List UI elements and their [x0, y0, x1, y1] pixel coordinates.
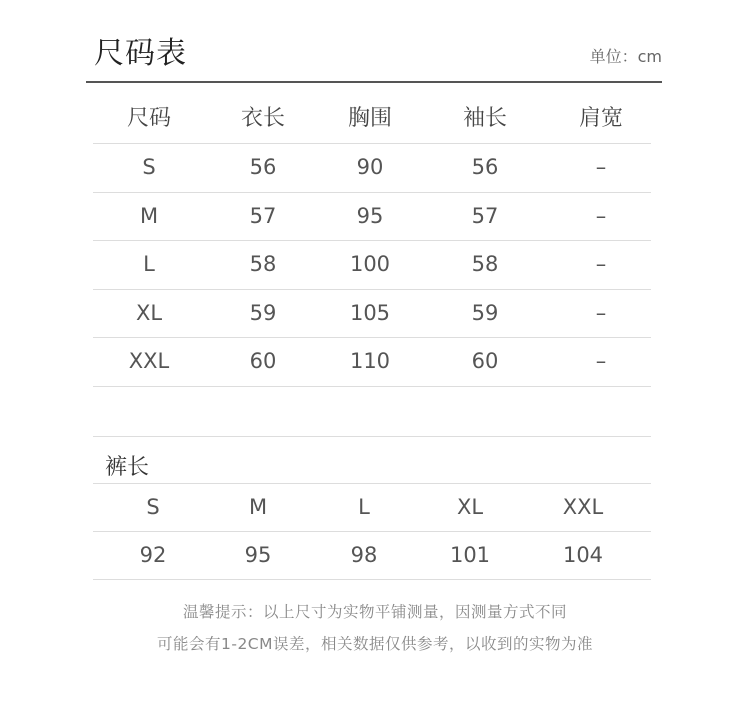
table-cell: 56 [471, 155, 499, 180]
table-cell: – [595, 300, 607, 325]
table-cell: 56 [249, 155, 277, 180]
table-cell: 105 [349, 300, 391, 325]
table-row [93, 290, 651, 339]
table-cell: 95 [244, 543, 272, 567]
table-cell: – [595, 349, 607, 374]
size-table [93, 95, 651, 387]
table-cell: XXL [128, 349, 170, 374]
table-cell: XXL [562, 495, 604, 519]
table-cell: – [595, 252, 607, 277]
pants-length-title: 裤长 [105, 455, 150, 480]
table-cell: 110 [349, 349, 391, 374]
table-cell: 100 [349, 252, 391, 277]
table-cell: 58 [249, 252, 277, 277]
table-cell: 60 [249, 349, 277, 374]
table-row [93, 193, 651, 242]
page-title: 尺码表 [94, 36, 187, 71]
column-header-length: 衣长 [240, 106, 285, 131]
column-header-chest: 胸围 [347, 106, 392, 131]
pants-length-table [93, 483, 651, 580]
table-row [93, 338, 651, 387]
table-cell: 59 [249, 300, 277, 325]
table-cell: S [142, 155, 156, 180]
table-cell: L [358, 495, 370, 519]
pants-value-row [93, 532, 651, 580]
table-row [93, 144, 651, 193]
note-line-1: 温馨提示：以上尺寸为实物平铺测量，因测量方式不同 [182, 603, 567, 621]
table-cell: 90 [356, 155, 384, 180]
note-line-2: 可能会有1-2CM误差，相关数据仅供参考，以收到的实物为准 [156, 635, 593, 653]
table-cell: L [143, 252, 155, 277]
table-cell: 60 [471, 349, 499, 374]
table-cell: 95 [356, 203, 384, 228]
table-cell: M [139, 203, 159, 228]
table-cell: 92 [139, 543, 167, 567]
table-cell: XL [135, 300, 163, 325]
table-cell: S [146, 495, 160, 519]
table-cell: 101 [449, 543, 491, 567]
table-cell: 98 [350, 543, 378, 567]
table-cell: – [595, 203, 607, 228]
title-divider [86, 81, 662, 83]
table-cell: 57 [471, 203, 499, 228]
table-cell: M [248, 495, 268, 519]
unit-label: 单位：cm [589, 47, 662, 66]
table-row [93, 241, 651, 290]
section-divider [93, 436, 651, 437]
size-table-header [93, 95, 651, 144]
pants-size-row [93, 484, 651, 532]
column-header-shoulder: 肩宽 [578, 106, 623, 131]
table-cell: XL [456, 495, 484, 519]
table-cell: 59 [471, 300, 499, 325]
table-cell: 104 [562, 543, 604, 567]
table-cell: 58 [471, 252, 499, 277]
table-cell: – [595, 155, 607, 180]
table-cell: 57 [249, 203, 277, 228]
column-header-sleeve: 袖长 [462, 106, 507, 131]
column-header-size: 尺码 [126, 106, 171, 131]
